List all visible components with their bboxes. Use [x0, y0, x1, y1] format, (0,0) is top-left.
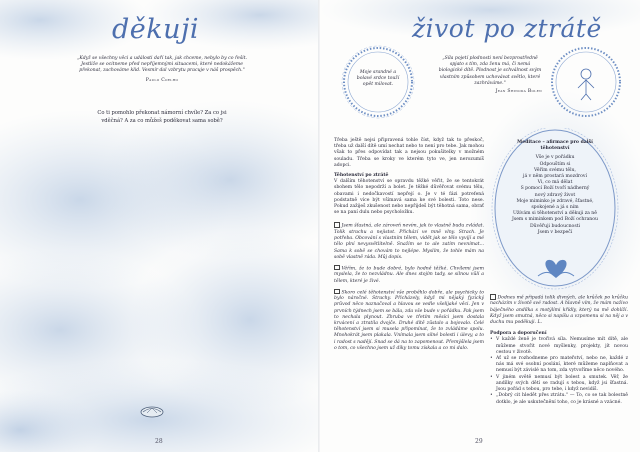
support-item: • „Dobrý cit hledět přes ztrátu." — To, co se tak bolestně dotklo, je ale uskutečnění toho, co je krásné a vzácné.: [490, 393, 628, 405]
page-number-right: 29: [475, 438, 483, 445]
checkbox-icon: [490, 294, 496, 300]
support-heading: Podpora a doporučení: [490, 331, 547, 337]
checkbox-icon: [334, 222, 340, 228]
check-item-text: Dodnes mě připadá tolik divných, ale krůček po krůčku nacházím v životě své radost. A hlavně vím, že mám naživo báječného andílka s motýlími křídly, který na mě dohlíží. Když jsem smutná, něco si napíšu a vzpomenu si na něj a v duchu mu poděkuji. L.: [490, 295, 628, 326]
meditation-line: Moje miminko je zdravé, šťastné,: [516, 198, 594, 204]
right-page-title: život po ztrátě: [412, 14, 602, 43]
support-item: • Ať už se rozhodneme pro mateřství, nebo ne, každé z nás má své osobní poslání, které můžeme naplňovat a nemusí být závislé na tom, zda vytvoříme něco nového.: [490, 356, 628, 375]
meditation-line: S pomocí Boží tvoří nádherný: [520, 186, 590, 192]
meditation-line: Užívám si těhotenství a děkuji za ně: [513, 211, 597, 217]
meditation-line: Jsem s miminkem pod Boží ochranou: [512, 217, 598, 223]
right-quote-right: [438, 56, 542, 95]
check-item: [334, 289, 484, 352]
section-body: V dalším těhotenství se opravdu těžké věřit, že se tentokrát sbohem tělo nepodrží a bolet. Je těžké důvěřovat svému tělu, obavami i nedočkavostí nepřejí o. Je v té fázi potrefená podstatně více být všímavá sama ke své bolesti. Toto nese. Pokud zažiješ zkušenost nebo nepřijdeš být těhotná sama, obrať se na paní dulu nebo psycholožku.: [334, 179, 484, 216]
left-questions: Co ti pomohlo překonat námorní chvíle? Za co jsi vděčná? A za co můžeš poděkovat sama sobě?: [97, 110, 227, 124]
right-lower-column: [490, 294, 628, 406]
meditation-line: nový zdravý život: [534, 192, 576, 198]
right-quote-left: Moje srandné a bolavé srdce touží opět milovat.: [356, 70, 400, 88]
meditation-line: Věřím svému tělu,: [534, 167, 576, 173]
section-heading: Těhotenství po ztrátě: [334, 173, 389, 179]
left-quote-text: „Když se všechny věci a události daří tak, jak chceme, nebylo by co řešit. Jestliže se ocitneme před nepříjemnými situacemi, které nedokážeme překonat, zachováme klid. Vesmír dal vzbrytu pracuje v náš prospěch.": [76, 56, 248, 74]
right-quote-right-text: „Síla pojetí plodnosti není bezprostředně spjato s tím, zda ženu má, či nemá biologické dítě. Plodnost je schválnost svým vlastním způsobem uchovávat světlo, které zazhráváme.": [438, 56, 542, 86]
check-item-text: Jsem šťastná, ale zároveň nevím, jak to vlastně budu zvládat. Tolik strachu a nejistot. Přichází ve mně vlny. Strach. Je potřeba. Obcování s vlastním tělem, vidět jak se tělo vyvíjí a mé tělo plní nevysvětlitelně. Snažím se to ale zatím nevnímat... Sama k sobě se chovám to nejlépe. Myslím, že tohle mám na sobě vlastně ráda. Můj dopis.: [334, 223, 484, 260]
shell-illustration: [139, 404, 165, 418]
check-item: [490, 294, 628, 326]
meditation-line: spokojené a já s ním: [531, 205, 579, 211]
meditation-title: Meditace – afirmace pro další těhotenství: [517, 140, 593, 152]
left-quote-author: Paulo Coelho: [145, 77, 179, 83]
lace-circle-right: [548, 44, 624, 120]
right-quote-right-author: Jean Shinoda Bolen: [495, 89, 542, 95]
meditation-line: já v něm prostará mozdroví: [523, 174, 587, 180]
check-item-text: Skoro celé těhotenství vše proběhlo dobře, ale psychicky to bylo náročné. Strachy. Přicházely, když mi nějaký fyzický průvod něco naznačoval a hlavou se vedle všelijaké věci. Jen v prvních týdnech jsem se bála, zda vše bude v pořádku. Pak jsem to nechala plynout. Zhruba ve třetím měsíci jsem dostala krvácení a ztratila dvojče. Druhé dítě zůstalo a bojovalo. Celé těhotenství jsem si musela připomínat, že to zvládáme spolu. Mnohokrát jsem plakala. Vnímala jsem silné bolesti i úlevy, a to i radost s nadějí. Snad se dá na to zapomenout. Přemýšlela jsem o tom, co všechno jsem už díky tomu získala a co mi dalo.: [334, 290, 484, 351]
support-item: • V jiném světě nemusí být bolest a smutek. Věř, že andílky svých dětí se radují s tebou, když jsi šťastná. Jsou pořád s tebou, pro tebe, i když nevidíš.: [490, 375, 628, 394]
support-item: • V každé ženě je tvořivá síla. Nemusíme mít dítě, ale můžeme stvořit nové myšlenky, projekty, jít novou cestou v životě.: [490, 337, 628, 356]
page-number-left: 28: [155, 438, 163, 445]
left-quote: [72, 56, 252, 84]
checkbox-icon: [334, 265, 340, 271]
meditation-line: Důvěřuji budoucnosti: [530, 223, 580, 229]
meditation-line: Vše je v pořádku: [535, 155, 575, 161]
check-item: [334, 222, 484, 260]
heart-hands-icon: [536, 256, 576, 282]
checkbox-icon: [334, 289, 340, 295]
meditation-block: [508, 140, 602, 236]
meditation-line: Odpouštím si: [539, 161, 571, 167]
right-page: [320, 0, 640, 452]
left-page-title: děkuji: [112, 14, 200, 45]
main-column: [334, 138, 484, 352]
check-item: [334, 265, 484, 285]
intro-paragraph: Třeba ještě nejsi připravená tohle číst, když tak to přeskoč, třeba už další dítě umí nechat nebo to není pro tebe. Jak mohou však to přes odpovídat tak a nejsou pokušitelky v možném souladu. Třeba se kroky ve kterém tyto ve, jen nerozumíš adopci.: [334, 138, 484, 168]
meditation-line: Jsem v bezpečí: [537, 229, 573, 235]
meditation-line: Vi, co má dělat: [537, 180, 573, 186]
check-item-text: Věřím, že to bude dobré, bylo hodně těžké. Chvílemi jsem myslela, že to nezvládnu. Ale dnes stojím tady, se silnou vůlí a tělem, které je živé.: [334, 266, 484, 284]
